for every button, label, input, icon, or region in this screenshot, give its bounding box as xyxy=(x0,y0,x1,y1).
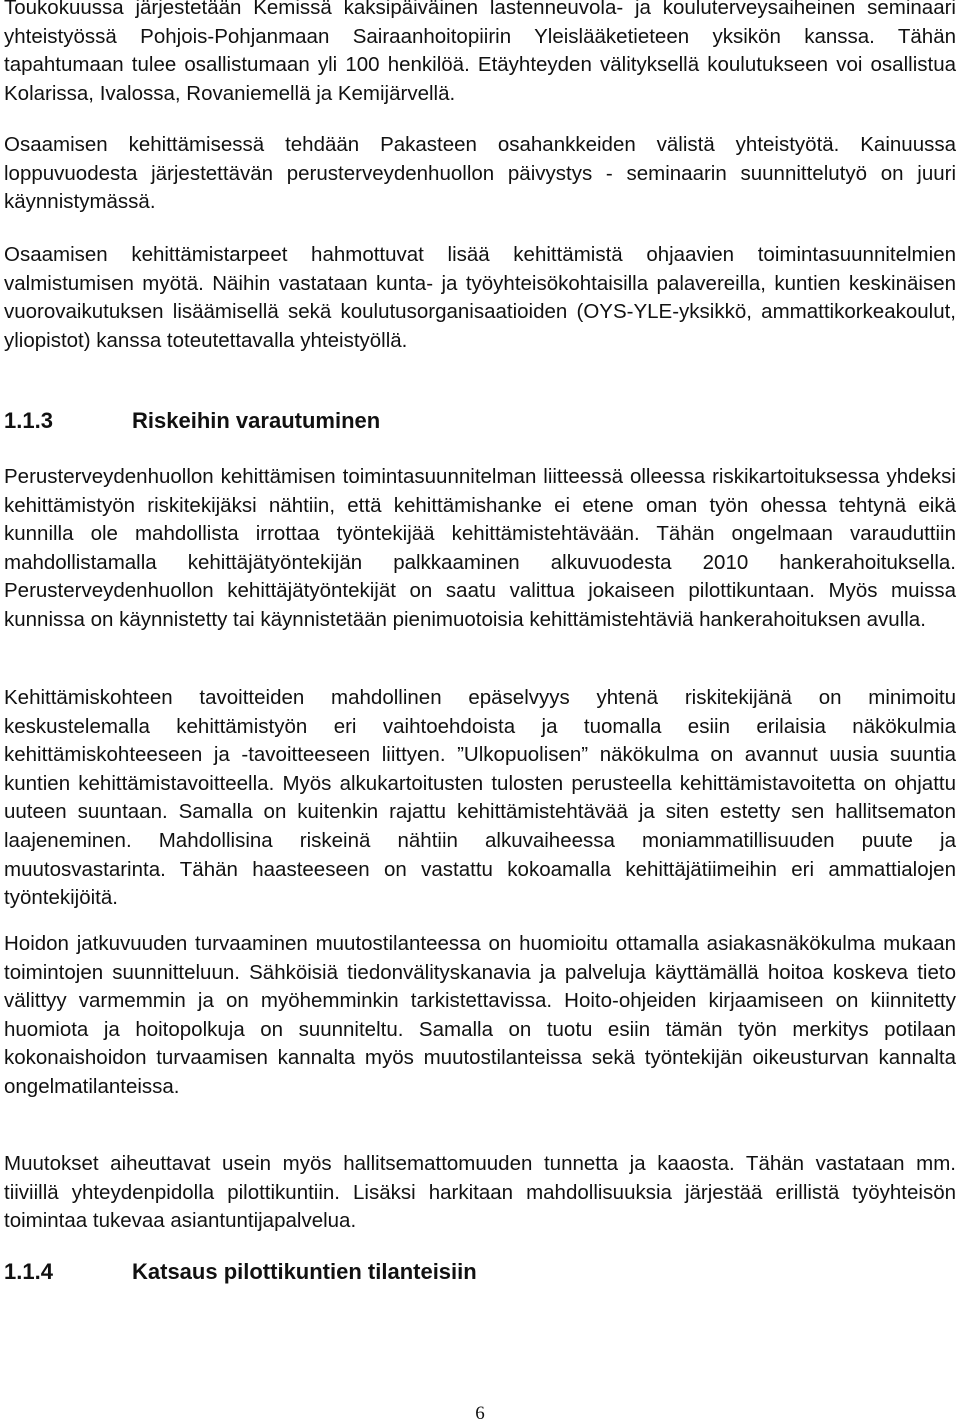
section-title: Katsaus pilottikuntien tilanteisiin xyxy=(132,1259,477,1284)
paragraph-cooperation: Osaamisen kehittämisessä tehdään Pakasteen osahankkeiden välistä yhteistyötä. Kainuussa loppuvuodesta järjestettävän perusterveydenhuollon päivystys - seminaarin suunnittelutyö on juuri käynnistymässä. xyxy=(4,133,956,214)
paragraph-development-needs: Osaamisen kehittämistarpeet hahmottuvat lisää kehittämistä ohjaavien toimintasuunnitelmien valmistumisen myötä. Näihin vastataan kunta- ja työyhteisökohtaisilla palavereilla, kuntien keskinäisen vuorovaikutuksen lisäämisellä sekä koulutusorganisaatioiden (OYS-YLE-yksikkö, ammattikorkeakoulut, yliopistot) kanssa toteutettavalla yhteistyöllä. xyxy=(4,243,956,352)
page-number: 6 xyxy=(475,1403,485,1424)
paragraph-changes: Muutokset aiheuttavat usein myös hallitsemattomuuden tunnetta ja kaaosta. Tähän vastataan mm. tiiviillä yhteydenpidolla pilottikuntiin. Lisäksi harkitaan mahdollisuuksia järjestää erillistä työyhteisön toimintaa tukevaa asiantuntijapalvelua. xyxy=(4,1152,956,1233)
section-heading-risks xyxy=(4,407,380,435)
section-heading-pilot-overview xyxy=(4,1258,477,1286)
paragraph-care-continuity: Hoidon jatkuvuuden turvaaminen muutostilanteessa on huomioitu ottamalla asiakasnäkökulma mukaan toimintojen suunnitteluun. Sähköisiä tiedonvälityskanavia ja palveluja käyttämällä hoitoa koskeva tieto välittyy varmemmin ja on myöhemminkin tarkistettavissa. Hoito-ohjeiden kirjaamiseen on kiinnitetty huomiota ja hoitopolkuja on suunniteltu. Samalla on tuotu esiin tämän työn merkitys potilaan kokonaishoidon turvaamisen kannalta myös muutostilanteissa sekä työntekijän oikeusturvan kannalta ongelmatilanteissa. xyxy=(4,932,956,1098)
paragraph-risk-assessment: Perusterveydenhuollon kehittämisen toimintasuunnitelman liitteessä olleessa riskikartoituksessa yhdeksi kehittämistyön riskitekijäksi nähtiin, että kehittämishanke ei etene oman työn ohessa tehtynä eikä kunnilla ole mahdollista irrottaa työntekijää kehittämistehtävään. Tähän ongelmaan varauduttiin mahdollistamalla kehittäjätyöntekijän palkkaaminen alkuvuodesta 2010 hankerahoituksella. Perusterveydenhuollon kehittäjätyöntekijät on saatu valittua jokaiseen pilottikuntaan. Myös muissa kunnissa on käynnistetty tai käynnistetään pienimuotoisia kehittämistehtäviä hankerahoituksen avulla. xyxy=(4,465,956,631)
paragraph-seminar: Toukokuussa järjestetään Kemissä kaksipäiväinen lastenneuvola- ja kouluterveysaiheinen seminaari yhteistyössä Pohjois-Pohjanmaan Sairaanhoitopiirin Yleislääketieteen yksikön kanssa. Tähän tapahtumaan tulee osallistumaan yli 100 henkilöä. Etäyhteyden välityksellä koulutukseen voi osallistua Kolarissa, Ivalossa, Rovaniemellä ja Kemijärvellä. xyxy=(4,0,956,105)
section-number: 1.1.4 xyxy=(4,1259,53,1284)
section-title: Riskeihin varautuminen xyxy=(132,408,381,433)
paragraph-target-clarity: Kehittämiskohteen tavoitteiden mahdollinen epäselvyys yhtenä riskitekijänä on minimoitu keskustelemalla kehittämistyön eri vaihtoehdoista ja tuomalla esiin erilaisia näkökulmia kehittämiskohteeseen ja -tavoitteeseen liittyen. ”Ulkopuolisen” näkökulma on avannut uusia suuntia kuntien kehittämistavoitteella. Myös alkukartoitusten tulosten perusteella kehittämistavoitetta on ohjattu uuteen suuntaan. Samalla on kuitenkin rajattu kehittämistehtävää ja siten estetty sen hallitsematon laajeneminen. Mahdollisina riskeinä nähtiin alkuvaiheessa moniammatillisuuden puute ja muutosvastarinta. Tähän haasteeseen on vastattu kokoamalla kehittäjätiimeihin eri ammattialojen työntekijöitä. xyxy=(4,686,956,910)
section-number: 1.1.3 xyxy=(4,408,53,433)
